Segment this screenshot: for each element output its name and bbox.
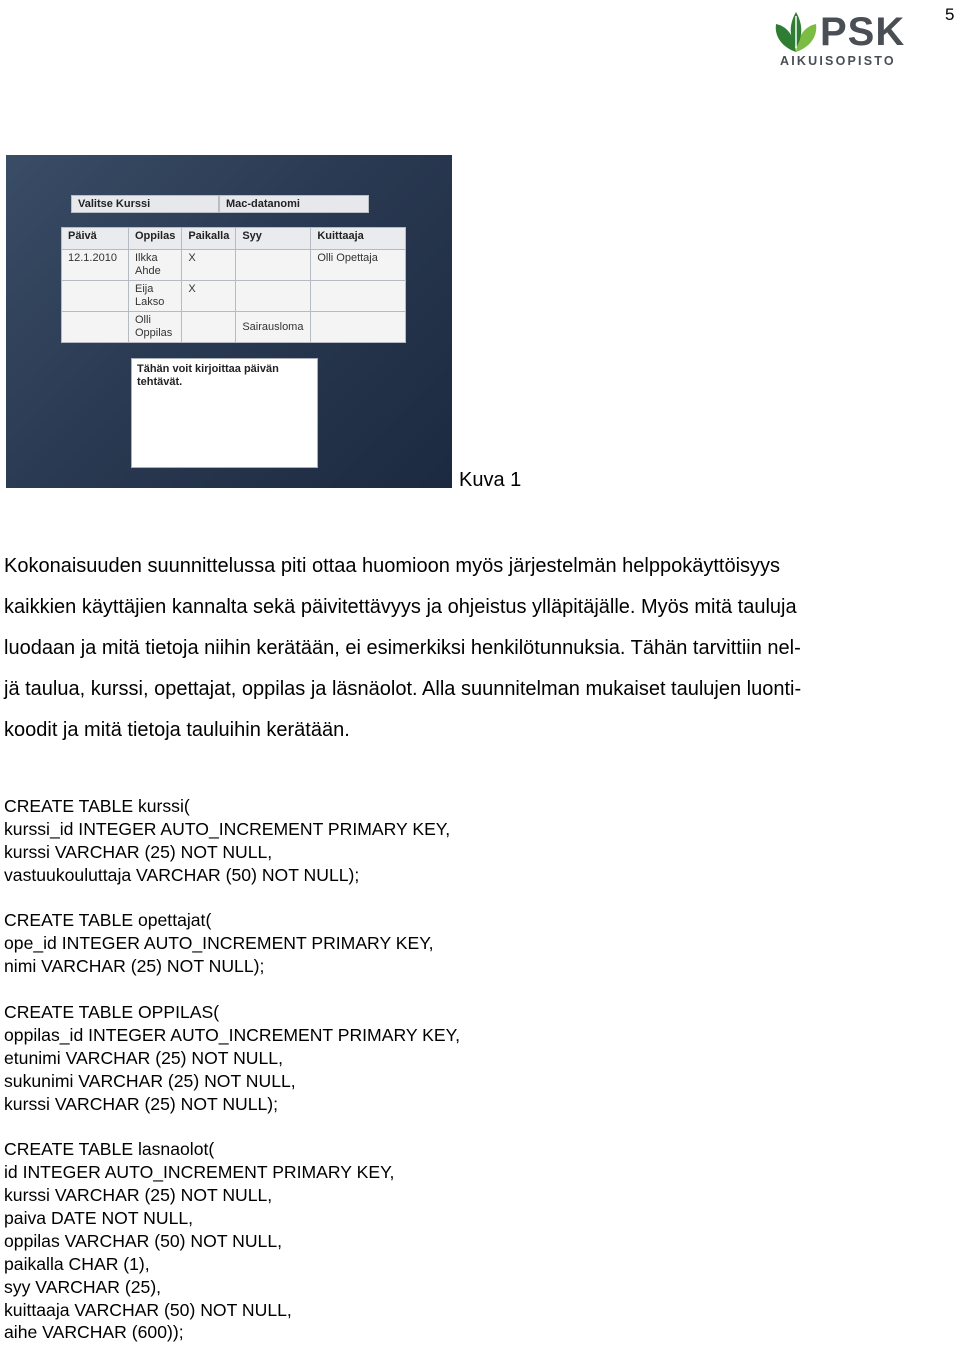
code-line: CREATE TABLE kurssi( [4,796,190,816]
attendance-table [61,227,406,343]
body-paragraph [4,546,954,751]
code-line: CREATE TABLE opettajat( [4,910,212,931]
table-cell: Olli Opettaja [311,250,406,281]
figure-caption: Kuva 1 [459,469,522,491]
course-value: Mac-datanomi [219,195,369,213]
table-cell: X [182,250,236,281]
code-line: syy VARCHAR (25), [4,1276,162,1297]
header-cell: Kuittaaja [311,228,406,250]
course-selector [71,195,369,213]
code-line: vastuukouluttaja VARCHAR (50) NOT NULL); [4,864,360,885]
table-cell: X [182,281,236,312]
code-line [4,978,460,1001]
code-line: paikalla CHAR (1), [4,1253,150,1274]
code-line: kuittaaja VARCHAR (50) NOT NULL, [4,1299,292,1320]
sql-code-block [4,795,460,1344]
code-line: oppilas_id INTEGER AUTO_INCREMENT PRIMARY KEY, [4,1024,460,1045]
code-line: kurssi VARCHAR (25) NOT NULL, [4,1185,273,1206]
table-cell [236,250,311,281]
leaf-logo-icon [770,8,822,56]
paragraph-line: koodit ja mitä tietoja tauluihin kerätään. [4,719,350,741]
logo-subtitle: AIKUISOPISTO [780,54,896,68]
course-label: Valitse Kurssi [71,195,219,213]
code-line: aihe VARCHAR (600)); [4,1322,184,1343]
table-cell [182,312,236,343]
table-cell [62,312,129,343]
table-row [62,250,406,281]
code-line: id INTEGER AUTO_INCREMENT PRIMARY KEY, [4,1162,395,1183]
code-line [4,1115,460,1138]
table-cell [311,281,406,312]
figure-screenshot [6,155,452,488]
table-header-row [62,228,406,250]
task-textarea: Tähän voit kirjoittaa päivän tehtävät. [131,358,318,468]
table-cell [62,281,129,312]
code-line: sukunimi VARCHAR (25) NOT NULL, [4,1070,296,1091]
code-line: oppilas VARCHAR (50) NOT NULL, [4,1230,283,1251]
paragraph-line: Kokonaisuuden suunnittelussa piti ottaa huomioon myös järjestelmän helppokäyttöisyys [4,555,781,577]
table-cell: Ilkka Ahde [129,250,182,281]
table-row [62,312,406,343]
table-cell [236,281,311,312]
code-line: CREATE TABLE lasnaolot( [4,1139,215,1160]
logo-title: PSK [820,10,906,54]
psk-logo [770,8,910,70]
table-row [62,281,406,312]
page-number: 5 [945,5,955,24]
code-line [4,887,460,910]
header-cell: Oppilas [129,228,182,250]
code-line: etunimi VARCHAR (25) NOT NULL, [4,1047,283,1068]
code-line: paiva DATE NOT NULL, [4,1208,194,1229]
code-line: ope_id INTEGER AUTO_INCREMENT PRIMARY KEY, [4,933,434,954]
code-line: kurssi_id INTEGER AUTO_INCREMENT PRIMARY KEY, [4,818,451,839]
paragraph-line: jä taulua, kurssi, opettajat, oppilas ja läsnäolot. Alla suunnitelman mukaiset taulujen luonti- [4,678,802,700]
table-cell: Olli Oppilas [129,312,182,343]
paragraph-line: kaikkien käyttäjien kannalta sekä päivitettävyys ja ohjeistus ylläpitäjälle. Myös mitä tauluja [4,596,797,618]
header-cell: Paikalla [182,228,236,250]
header-cell: Päivä [62,228,129,250]
table-cell: 12.1.2010 [62,250,129,281]
code-line: kurssi VARCHAR (25) NOT NULL); [4,1093,279,1114]
table-cell: Sairausloma [236,312,311,343]
code-line: nimi VARCHAR (25) NOT NULL); [4,956,265,977]
code-line: kurssi VARCHAR (25) NOT NULL, [4,841,273,862]
header-cell: Syy [236,228,311,250]
table-cell [311,312,406,343]
table-cell: Eija Lakso [129,281,182,312]
paragraph-line: luodaan ja mitä tietoja niihin kerätään, ei esimerkiksi henkilötunnuksia. Tähän tarvittiin nel- [4,637,801,659]
code-line: CREATE TABLE OPPILAS( [4,1002,220,1023]
